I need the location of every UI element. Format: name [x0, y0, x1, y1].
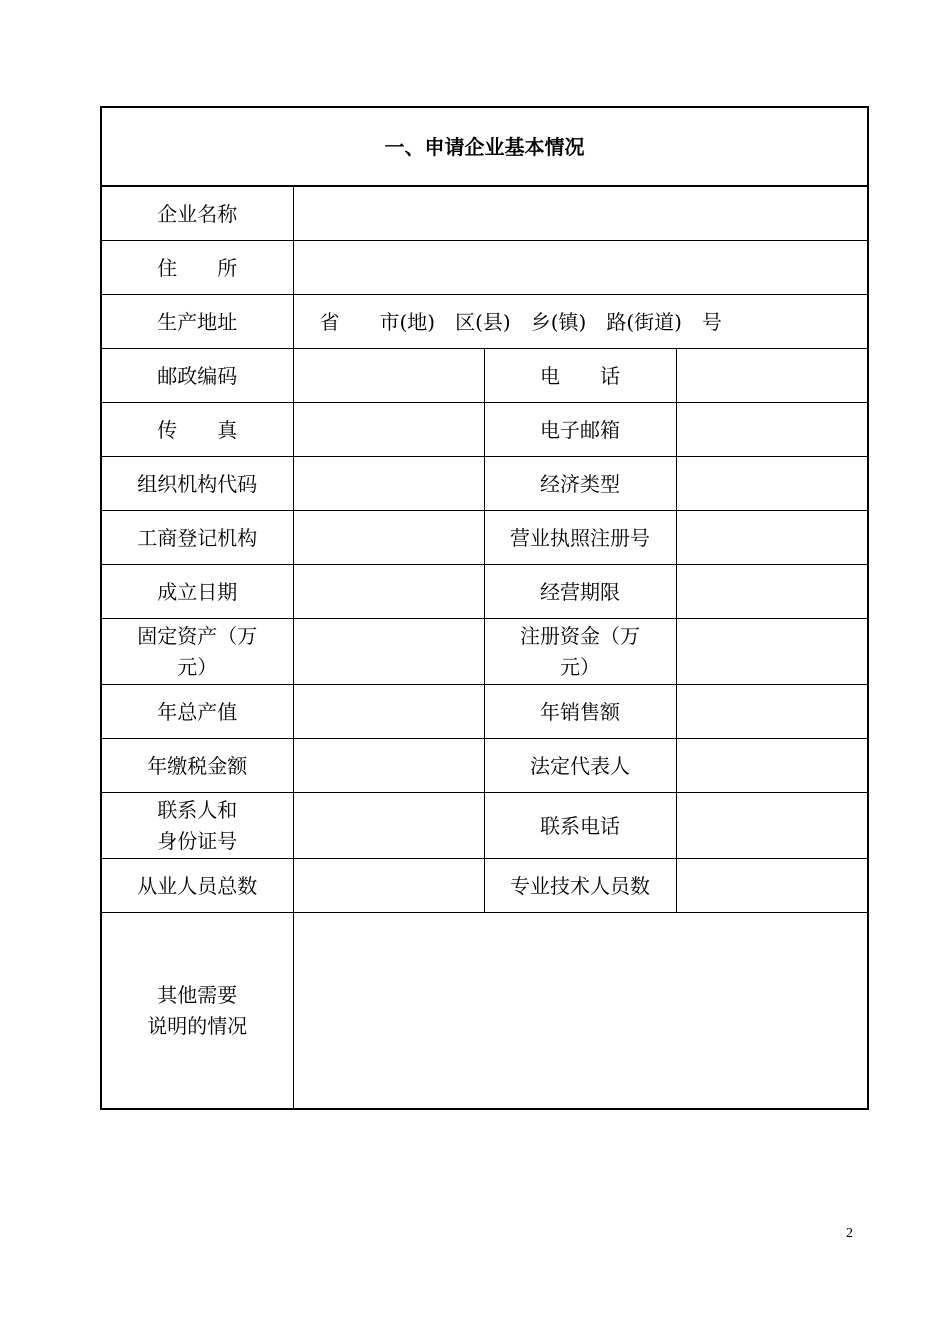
- annual-output-field[interactable]: [293, 685, 484, 739]
- residence-field[interactable]: [293, 241, 868, 295]
- registered-capital-label-line2: 元）: [560, 654, 600, 679]
- org-code-label: 组织机构代码: [101, 457, 293, 511]
- total-employees-field[interactable]: [293, 859, 484, 913]
- fixed-assets-label-line1: 固定资产（万: [137, 623, 258, 648]
- email-field[interactable]: [676, 403, 868, 457]
- operating-period-label: 经营期限: [484, 565, 676, 619]
- notes-label-line2: 说明的情况: [147, 1013, 248, 1038]
- company-name-field[interactable]: [293, 186, 868, 241]
- fixed-assets-field[interactable]: [293, 619, 484, 685]
- annual-sales-field[interactable]: [676, 685, 868, 739]
- notes-label: [101, 913, 293, 1110]
- fixed-assets-label-line2: 元）: [177, 654, 218, 679]
- registered-capital-field[interactable]: [676, 619, 868, 685]
- postal-code-field[interactable]: [293, 349, 484, 403]
- legal-representative-label: 法定代表人: [484, 739, 676, 793]
- annual-tax-field[interactable]: [293, 739, 484, 793]
- table-title: 一、申请企业基本情况: [101, 107, 868, 186]
- phone-field[interactable]: [676, 349, 868, 403]
- enterprise-info-table: [100, 106, 869, 1110]
- technical-staff-field[interactable]: [676, 859, 868, 913]
- fax-label: 传 真: [101, 403, 293, 457]
- legal-representative-field[interactable]: [676, 739, 868, 793]
- economic-type-field[interactable]: [676, 457, 868, 511]
- contact-person-field[interactable]: [293, 793, 484, 859]
- contact-person-label: [101, 793, 293, 859]
- registered-capital-label: [484, 619, 676, 685]
- residence-label: 住 所: [101, 241, 293, 295]
- org-code-field[interactable]: [293, 457, 484, 511]
- technical-staff-label: 专业技术人员数: [484, 859, 676, 913]
- email-label: 电子邮箱: [484, 403, 676, 457]
- registration-authority-label: 工商登记机构: [101, 511, 293, 565]
- business-license-number-field[interactable]: [676, 511, 868, 565]
- established-date-label: 成立日期: [101, 565, 293, 619]
- contact-phone-field[interactable]: [676, 793, 868, 859]
- annual-output-label: 年总产值: [101, 685, 293, 739]
- notes-label-line1: 其他需要: [157, 982, 238, 1007]
- contact-person-label-line1: 联系人和: [157, 797, 238, 822]
- total-employees-label: 从业人员总数: [101, 859, 293, 913]
- postal-code-label: 邮政编码: [101, 349, 293, 403]
- registration-authority-field[interactable]: [293, 511, 484, 565]
- contact-phone-label: 联系电话: [484, 793, 676, 859]
- fax-field[interactable]: [293, 403, 484, 457]
- annual-tax-label: 年缴税金额: [101, 739, 293, 793]
- established-date-field[interactable]: [293, 565, 484, 619]
- production-address-label: 生产地址: [101, 295, 293, 349]
- page-number: 2: [846, 1226, 853, 1241]
- operating-period-field[interactable]: [676, 565, 868, 619]
- contact-person-label-line2: 身份证号: [157, 828, 238, 853]
- production-address-field[interactable]: 省 市(地) 区(县) 乡(镇) 路(街道) 号: [293, 295, 868, 349]
- annual-sales-label: 年销售额: [484, 685, 676, 739]
- phone-label: 电 话: [484, 349, 676, 403]
- fixed-assets-label: [101, 619, 293, 685]
- registered-capital-label-line1: 注册资金（万: [520, 623, 640, 648]
- economic-type-label: 经济类型: [484, 457, 676, 511]
- company-name-label: 企业名称: [101, 186, 293, 241]
- notes-field[interactable]: [293, 913, 868, 1110]
- business-license-number-label: 营业执照注册号: [484, 511, 676, 565]
